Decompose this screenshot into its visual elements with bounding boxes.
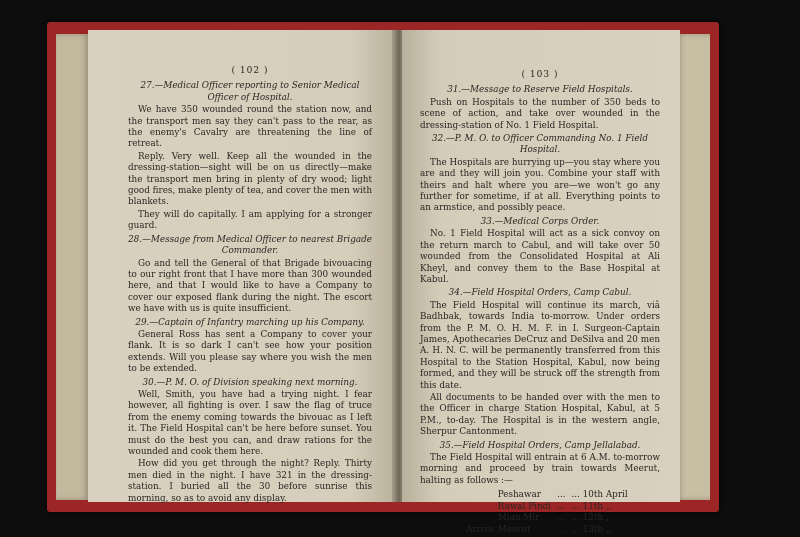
itinerary-place: Mian Mir: [497, 513, 540, 524]
itinerary-place: Meerut: [497, 525, 531, 535]
paragraph: Well, Smith, you have had a trying night. I fear however, all fighting is over. I saw the flag of truce from the enemy coming towards the bivouac as I left it. The Field Hospital can't be here before sunset. You must do the best you can, and draw rations for the wounded and cook them here.: [128, 389, 372, 457]
paragraph: General Ross has sent a Company to cover your flank. It is so dark I can't see how your position extends. Will you please say where you wish the men to be extended.: [128, 329, 372, 375]
itinerary-date: ... 11th ,,: [571, 501, 612, 512]
paragraph: The Field Hospital will continue its march, viâ Badhbak, towards India to-morrow. Under orders from the P. M. O. H. M. F. in I. Surgeon-Captain James, Apothecaries DeCruz and DeSilva and 20 men A. H. N. C. will be permanently transferred from this Hospital to the Station Hospital, Kabul, now being formed, and they will be struck off the strength from this date.: [420, 300, 660, 391]
section-heading: 33.—Medical Corps Order.: [480, 216, 600, 227]
section-heading: 28.—Message from Medical Officer to nearest Brigade Commander.: [128, 234, 372, 257]
section-heading: 32.—P. M. O. to Officer Commanding No. 1 Field Hospital.: [432, 134, 648, 156]
itinerary-row: [466, 502, 634, 514]
paragraph: No. 1 Field Hospital will act as a sick convoy on the return march to Cabul, and will take over 50 wounded from the Consolidated Hospital at Ali Kheyl, and convey them to the Base Hospital at Kabul.: [420, 229, 660, 285]
itinerary-row: [466, 525, 634, 537]
itinerary-label: [466, 490, 498, 502]
right-page-text: [420, 70, 660, 537]
itinerary-place: Peshawar: [497, 490, 541, 501]
paragraph: All documents to be handed over with the men to the Officer in charge Station Hospital, Kabul, at 5 P.M., to-day. The Hospital is in the western angle, Sherpur Cantonment.: [420, 392, 660, 438]
itinerary-date: ... 12th ,,: [571, 513, 612, 524]
section-heading: 31.—Message to Reserve Field Hospitals.: [447, 85, 633, 96]
paragraph: The Field Hospital will entrain at 6 A.M. to-morrow morning and proceed by train towards Meerut, halting as follows :—: [420, 453, 660, 486]
page-number: ( 103 ): [521, 70, 559, 80]
left-page: [88, 30, 396, 502]
paragraph: They will do capitally. I am applying for a stronger guard.: [128, 209, 372, 232]
section-heading: 29.—Captain of Infantry marching up his Company.: [135, 317, 365, 328]
itinerary-date: ... 13th ,,: [571, 525, 612, 535]
paragraph: The Hospitals are hurrying up—you stay where you are and they will join you. Combine your staff with theirs and halt where you are—we won't go any further for sometime, if at all. Everything points to an armstice, and possibly peace.: [420, 157, 660, 214]
section-heading: 34.—Field Hospital Orders, Camp Cabul.: [448, 288, 632, 299]
paragraph: Reply. Very well. Keep all the wounded in the dressing-station—sight will be on us directly—make the transport men bring in plenty of dry wood; light good fires, make plenty of tea, and cover the men with blankets.: [128, 151, 372, 208]
paragraph: We have 350 wounded round the station now, and the transport men say they can't pass to the rear, as the enemy's Cavalry are threatening the line of retreat.: [128, 105, 372, 150]
section-heading: 27.—Medical Officer reporting to Senior Medical Officer of Hospital.: [140, 81, 360, 103]
page-edges-left: [56, 34, 90, 500]
itinerary-dots: ...: [557, 513, 566, 524]
itinerary-label: Arrive: [466, 525, 494, 535]
paragraph: How did you get through the night? Reply. Thirty men died in the night. I have 321 in the dressing-station. I buried all the 30 before sunrise this morning, so as to avoid any display.: [128, 459, 372, 504]
itinerary-row: [466, 490, 634, 502]
right-page: [402, 30, 680, 535]
itinerary-date: ... 10th April: [571, 490, 628, 501]
itinerary-row: [466, 513, 634, 525]
itinerary-dots: ...: [557, 501, 566, 512]
itinerary-place: Rawal Pindi: [497, 501, 552, 512]
section-heading: 35.—Field Hospital Orders, Camp Jellalabad.: [439, 440, 641, 451]
paragraph: Go and tell the General of that Brigade bivouacing to our right front that I have more than 300 wounded here, and that I would like to have a Company to cover our exposed flank during the night. The escort we have with us is quite insufficient.: [128, 258, 372, 315]
itinerary-dots: ...: [557, 490, 566, 501]
page-number: ( 102 ): [231, 66, 269, 76]
itinerary-label: [466, 502, 498, 514]
itinerary-label: [466, 513, 498, 525]
itinerary-table: [466, 490, 634, 536]
section-heading: 30.—P. M. O. of Division speaking next morning.: [142, 377, 358, 388]
itinerary-dots: ...: [557, 525, 566, 535]
left-page-text: [128, 66, 372, 506]
page-edges-right: [676, 34, 710, 500]
paragraph: Push on Hospitals to the number of 350 beds to scene of action, and take over wounded in the dressing-station of No. 1 Field Hospital.: [420, 97, 660, 131]
